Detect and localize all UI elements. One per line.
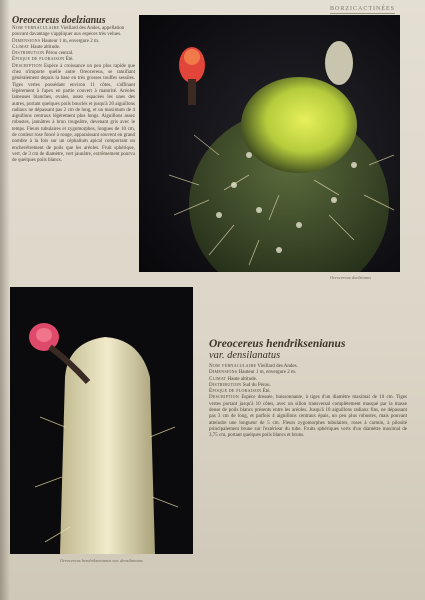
field-value: Haute altitude.: [227, 376, 258, 382]
species2-subtitle: var. densilanatus: [209, 350, 281, 361]
photo-oreocereus-hendriksenianus: [10, 287, 193, 554]
field-label: Époque de floraison: [12, 57, 65, 63]
field-value: Hauteur 1 m, envergure 2 m.: [41, 38, 100, 44]
description-label: Description: [209, 395, 240, 401]
field-label: Dimensions: [12, 38, 41, 44]
species1-description: [12, 64, 135, 165]
field-value: Vieillard des Andes.: [257, 364, 298, 369]
field-label: Distribution: [209, 382, 242, 388]
description-text: Espèce à croissance un peu plus rapide que chez n'importe quelle autre Oreocereus, se ramifiant généralement depuis la base en très grosses touffes sessiles. Tiges vertes possédant environ 11 côtes, s'affinant légèrement à l'apex en partie couvert à maturité. Aréoles laineuses blanches, ovales, assez espacées les unes des autres, portant quelques poils bouclés et jusqu'à 20 aiguillons radiaux ne dépassant pas 2 cm de long, et un maximum de 4 aiguillons centraux légèrement plus longs. Aiguillons assez robustes, jaunâtres à brun rougeâtre, devenant gris avec le temps. Fleurs tubulaires et zygomorphes, longues de 10 cm, de couleur rose foncé à rouge, apparaissant souvent en grand nombre à la fois sur un céphalium apical comportant un enchevêtrement de poils que les aréoles. Fruit sphérique, vert, de 3 cm de diamètre, vert jaunâtre, extrêmement pourvu de quelques poils blancs.: [12, 63, 135, 164]
species2-title: Oreocereus hendriksenianus: [209, 338, 346, 350]
field-value: Hauteur 1 m, envergure 2 m.: [238, 370, 297, 376]
species1-field-vernacular: [12, 26, 135, 39]
field-label: Climat: [209, 376, 227, 382]
field-label: Dimensions: [209, 370, 238, 376]
field-value: Pérou central.: [45, 51, 74, 57]
field-label: Nom vernaculaire: [12, 26, 60, 31]
field-label: Climat: [12, 44, 30, 50]
field-value: Haute altitude.: [30, 44, 61, 50]
field-value: Sud du Pérou.: [242, 382, 271, 388]
species1-text: [12, 15, 135, 165]
photo2-caption: Oreocereus hendriksenianus var. densilanatus: [60, 558, 143, 563]
photo-oreocereus-doelzianus: [139, 15, 400, 272]
species1-title: Oreocereus doelzianus: [12, 15, 106, 26]
description-text: Espèce dressée, buissonnante, à tiges d'un diamètre maximal de 10 cm. Tiges vertes portant jusqu'à 10 côtes, avec un sillon transversal complètement masqué par la masse dense de poils blancs présents entre les aréoles. Jusqu'à 10 aiguillons radiaux fins, ne dépassant pas 3 cm de long, et parfois 4 aiguillons centraux épais, un peu plus robustes, mais pouvant atteindre une longueur de 5 cm. Fleurs zygomorphes tubulaires, roses à carmin, à pilosité principalement brune sur l'extérieur du tube. Fruits sphériques verts d'un diamètre maximal de 3,75 cm, portant quelques poils blancs et bruns.: [209, 395, 407, 439]
description-label: Description: [12, 63, 43, 69]
species2-description: [209, 395, 407, 439]
field-label: Époque de floraison: [209, 389, 262, 395]
photo1-caption: Oreocereus doelzianus: [330, 275, 372, 280]
field-value: Été.: [262, 389, 271, 395]
field-value: Été.: [65, 57, 74, 63]
species2-text: [209, 338, 407, 440]
running-head: BORZICACTINÉES: [330, 6, 395, 12]
cactus-illustration-2: [10, 287, 193, 554]
field-label: Nom vernaculaire: [209, 364, 257, 369]
field-value: Vieillard des Andes, appellation pouvant davantage s'appliquer aux espèces très velues.: [12, 26, 125, 38]
cactus-illustration-1: [139, 15, 400, 272]
page-gutter-shadow: [0, 0, 10, 600]
field-label: Distribution: [12, 51, 45, 57]
